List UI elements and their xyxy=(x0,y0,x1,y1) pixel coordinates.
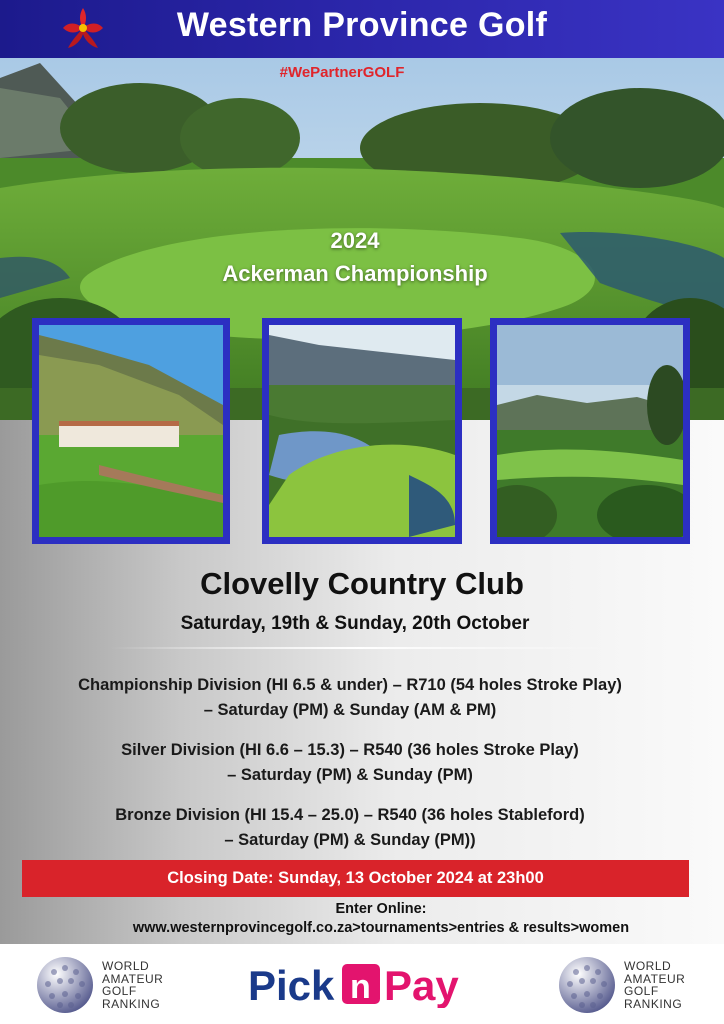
lake-green-photo xyxy=(262,318,462,544)
header-banner xyxy=(0,0,724,58)
wagr-logo-left xyxy=(36,954,206,1018)
entry-url-link[interactable]: www.westernprovincegolf.co.za>tournaments>entries & results>women xyxy=(132,920,630,936)
venue-name: Clovelly Country Club xyxy=(200,566,524,601)
header-title: Western Province Golf xyxy=(176,6,548,44)
division-line: Silver Division (HI 6.6 – 15.3) – R540 (36 holes Stroke Play) xyxy=(121,741,579,759)
championship-division xyxy=(0,673,700,723)
wagr-text: WORLD AMATEUR GOLF RANKING xyxy=(102,959,164,1011)
enter-online-label: Enter Online: xyxy=(335,901,427,917)
event-dates: Saturday, 19th & Sunday, 20th October xyxy=(180,613,530,634)
wagr-text: WORLD AMATEUR GOLF RANKING xyxy=(624,959,686,1011)
sponsor-word2: n xyxy=(350,968,371,1006)
division-schedule: – Saturday (PM) & Sunday (AM & PM) xyxy=(203,701,497,719)
hashtag-text: #WePartnerGOLF xyxy=(279,64,405,81)
division-line: Bronze Division (HI 15.4 – 25.0) – R540 (36 holes Stableford) xyxy=(115,806,585,824)
mountain-fairway-photo xyxy=(490,318,690,544)
pick-n-pay-logo xyxy=(246,960,476,1008)
event-title: Ackerman Championship xyxy=(222,261,488,286)
division-line: Championship Division (HI 6.5 & under) – R710 (54 holes Stroke Play) xyxy=(78,676,622,694)
sponsor-word3: Pay xyxy=(384,962,459,1008)
division-schedule: – Saturday (PM) & Sunday (PM)) xyxy=(224,831,476,849)
golf-ball-icon xyxy=(36,956,94,1014)
divider xyxy=(110,647,610,649)
division-schedule: – Saturday (PM) & Sunday (PM) xyxy=(227,766,473,784)
event-year: 2024 xyxy=(330,228,380,253)
golf-ball-icon xyxy=(558,956,616,1014)
sponsor-word1: Pick xyxy=(248,962,335,1008)
silver-division xyxy=(0,738,700,788)
wagr-logo-right xyxy=(558,954,724,1018)
footer-sponsors xyxy=(0,944,724,1024)
closing-date-banner: Closing Date: Sunday, 13 October 2024 at 23h00 xyxy=(22,860,689,897)
bronze-division xyxy=(0,803,700,853)
clubhouse-photo xyxy=(32,318,230,544)
